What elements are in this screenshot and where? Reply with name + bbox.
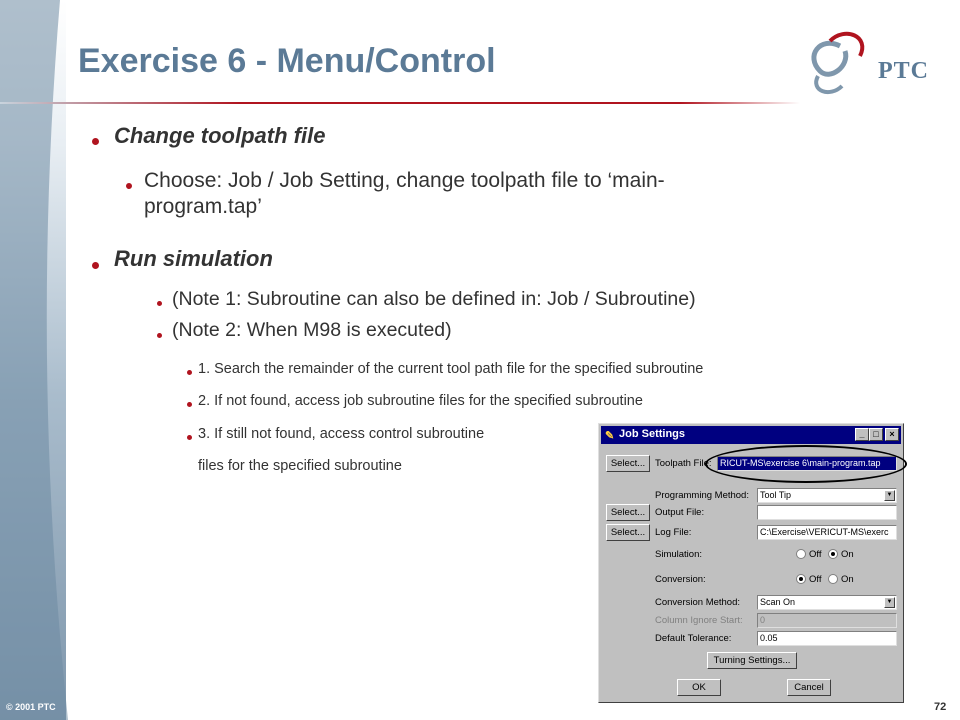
bullet-dot: [126, 183, 132, 189]
conversion-off-label: Off: [809, 574, 822, 585]
job-settings-icon: ✎: [605, 430, 615, 442]
output-file-label: Output File:: [655, 507, 705, 518]
simulation-on-label: On: [841, 549, 854, 560]
simulation-off-label: Off: [809, 549, 822, 560]
bullet-dot: [187, 435, 192, 440]
bullet-dot: [187, 402, 192, 407]
radio-selected-dot: [799, 577, 803, 581]
conversion-label: Conversion:: [655, 574, 706, 585]
bullet-note-1: (Note 1: Subroutine can also be defined in: Job / Subroutine): [172, 288, 696, 310]
page-number: 72: [934, 701, 947, 713]
log-file-input[interactable]: C:\Exercise\VERICUT-MS\exerc: [757, 525, 897, 540]
title-divider: [0, 102, 800, 104]
column-ignore-label: Column Ignore Start:: [655, 615, 743, 626]
output-select-button[interactable]: Select...: [606, 504, 650, 521]
maximize-button[interactable]: □: [869, 428, 883, 441]
bullet-choose-job-setting: Choose: Job / Job Setting, change toolpath file to ‘main-: [144, 169, 665, 192]
sidebar-curve-decoration: [0, 0, 160, 720]
conversion-method-value: Scan On: [760, 597, 796, 607]
log-select-button[interactable]: Select...: [606, 524, 650, 541]
copyright-footer: © 2001 PTC: [6, 702, 56, 712]
conversion-method-select[interactable]: [757, 595, 897, 610]
conversion-on-radio[interactable]: [828, 574, 838, 584]
toolpath-file-label: Toolpath File:: [655, 458, 712, 469]
bullet-note-2: (Note 2: When M98 is executed): [172, 319, 452, 341]
bullet-run-simulation: Run simulation: [114, 246, 273, 271]
dialog-title: Job Settings: [619, 428, 686, 440]
bullet-change-toolpath: Change toolpath file: [114, 123, 326, 148]
default-tolerance-label: Default Tolerance:: [655, 633, 732, 644]
output-file-input[interactable]: [757, 505, 897, 520]
dialog-titlebar[interactable]: [601, 426, 901, 444]
bullet-step-3-cont: files for the specified subroutine: [198, 458, 402, 474]
log-file-label: Log File:: [655, 527, 692, 538]
chevron-down-icon[interactable]: ▼: [884, 490, 895, 501]
slide-title: Exercise 6 - Menu/Control: [78, 42, 496, 80]
bullet-step-1: 1. Search the remainder of the current tool path file for the specified subroutine: [198, 361, 704, 377]
ok-button[interactable]: OK: [677, 679, 721, 696]
bullet-step-3: 3. If still not found, access control subroutine: [198, 426, 485, 442]
programming-method-value: Tool Tip: [760, 490, 792, 500]
conversion-off-radio[interactable]: [796, 574, 806, 584]
bullet-dot: [187, 370, 192, 375]
bullet-dot: [92, 262, 99, 269]
bullet-choose-job-setting-cont: program.tap’: [144, 195, 262, 218]
bullet-dot: [157, 333, 162, 338]
conversion-method-label: Conversion Method:: [655, 597, 741, 608]
default-tolerance-input[interactable]: 0.05: [757, 631, 897, 646]
column-ignore-input: 0: [757, 613, 897, 628]
programming-method-label: Programming Method:: [655, 490, 749, 501]
simulation-on-radio[interactable]: [828, 549, 838, 559]
turning-settings-button[interactable]: Turning Settings...: [707, 652, 797, 669]
simulation-label: Simulation:: [655, 549, 702, 560]
chevron-down-icon[interactable]: ▼: [884, 597, 895, 608]
radio-selected-dot: [831, 552, 835, 556]
bullet-dot: [92, 138, 99, 145]
highlight-ellipse: [705, 445, 907, 483]
toolpath-file-input[interactable]: RICUT-MS\exercise 6\main-program.tap: [717, 456, 897, 471]
cancel-button[interactable]: Cancel: [787, 679, 831, 696]
bullet-step-2: 2. If not found, access job subroutine files for the specified subroutine: [198, 393, 643, 409]
simulation-off-radio[interactable]: [796, 549, 806, 559]
logo-text: PTC: [878, 58, 929, 84]
programming-method-select[interactable]: [757, 488, 897, 503]
close-button[interactable]: ×: [885, 428, 899, 441]
conversion-on-label: On: [841, 574, 854, 585]
toolpath-select-button[interactable]: Select...: [606, 455, 650, 472]
bullet-dot: [157, 301, 162, 306]
minimize-button[interactable]: _: [855, 428, 869, 441]
